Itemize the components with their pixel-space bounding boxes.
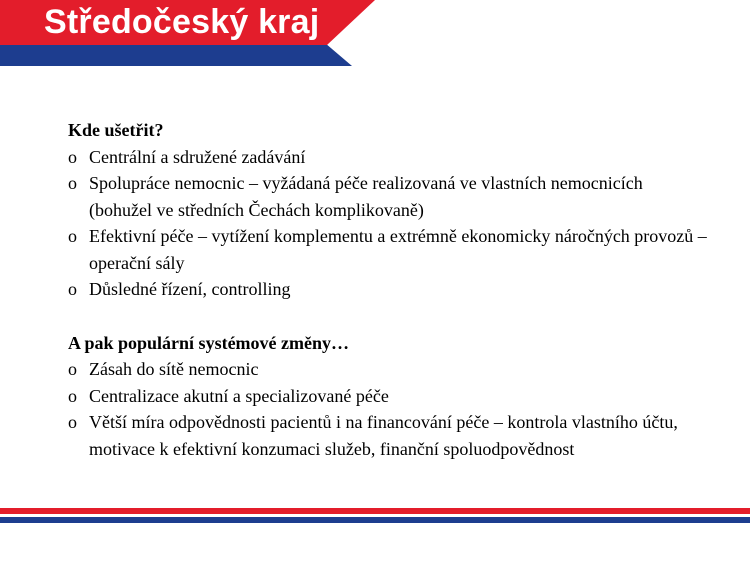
list-item-text: Efektivní péče – vytížení komplementu a extrémně ekonomicky náročných provozů – operační sály [89,226,707,273]
list-item-text: Zásah do sítě nemocnic [89,359,259,379]
list-item-text: Centrální a sdružené zadávání [89,146,306,167]
bullet-marker: o [68,385,77,406]
changes-list [68,356,708,462]
list-item-text: Důsledné řízení, controlling [89,279,291,299]
footer-stripes [0,508,750,523]
header-banner [0,0,750,70]
list-item-text: Větší míra odpovědnosti pacientů i na financování péče – kontrola vlastního účtu, motivace k efektivní konzumaci služeb, finanční spoluodpovědnost [89,412,678,459]
list-item [68,144,708,171]
bullet-marker: o [68,279,77,299]
list-item-text: Spolupráce nemocnic – vyžádaná péče realizovaná ve vlastních nemocnicích (bohužel ve středních Čechách komplikovaně) [89,173,643,220]
section-spacer [68,303,708,330]
bullet-marker: o [68,146,77,167]
bullet-marker: o [68,173,77,193]
region-title: Středočeský kraj [44,3,320,41]
savings-list [68,144,708,303]
footer-blue-stripe [0,517,750,523]
section-heading-savings: Kde ušetřit? [68,120,164,140]
section-heading-changes: A pak populární systémové změny… [68,332,350,353]
list-item-text: Centralizace akutní a specializované péče [89,385,389,406]
list-item [68,383,708,410]
list-item [68,223,708,276]
bullet-marker: o [68,226,77,246]
bullet-marker: o [68,359,77,379]
list-item [68,276,708,303]
list-item [68,409,708,462]
list-item [68,170,708,223]
list-item [68,356,708,383]
bullet-marker: o [68,412,77,432]
slide-content [68,117,708,462]
header-blue-stripe [0,43,352,66]
